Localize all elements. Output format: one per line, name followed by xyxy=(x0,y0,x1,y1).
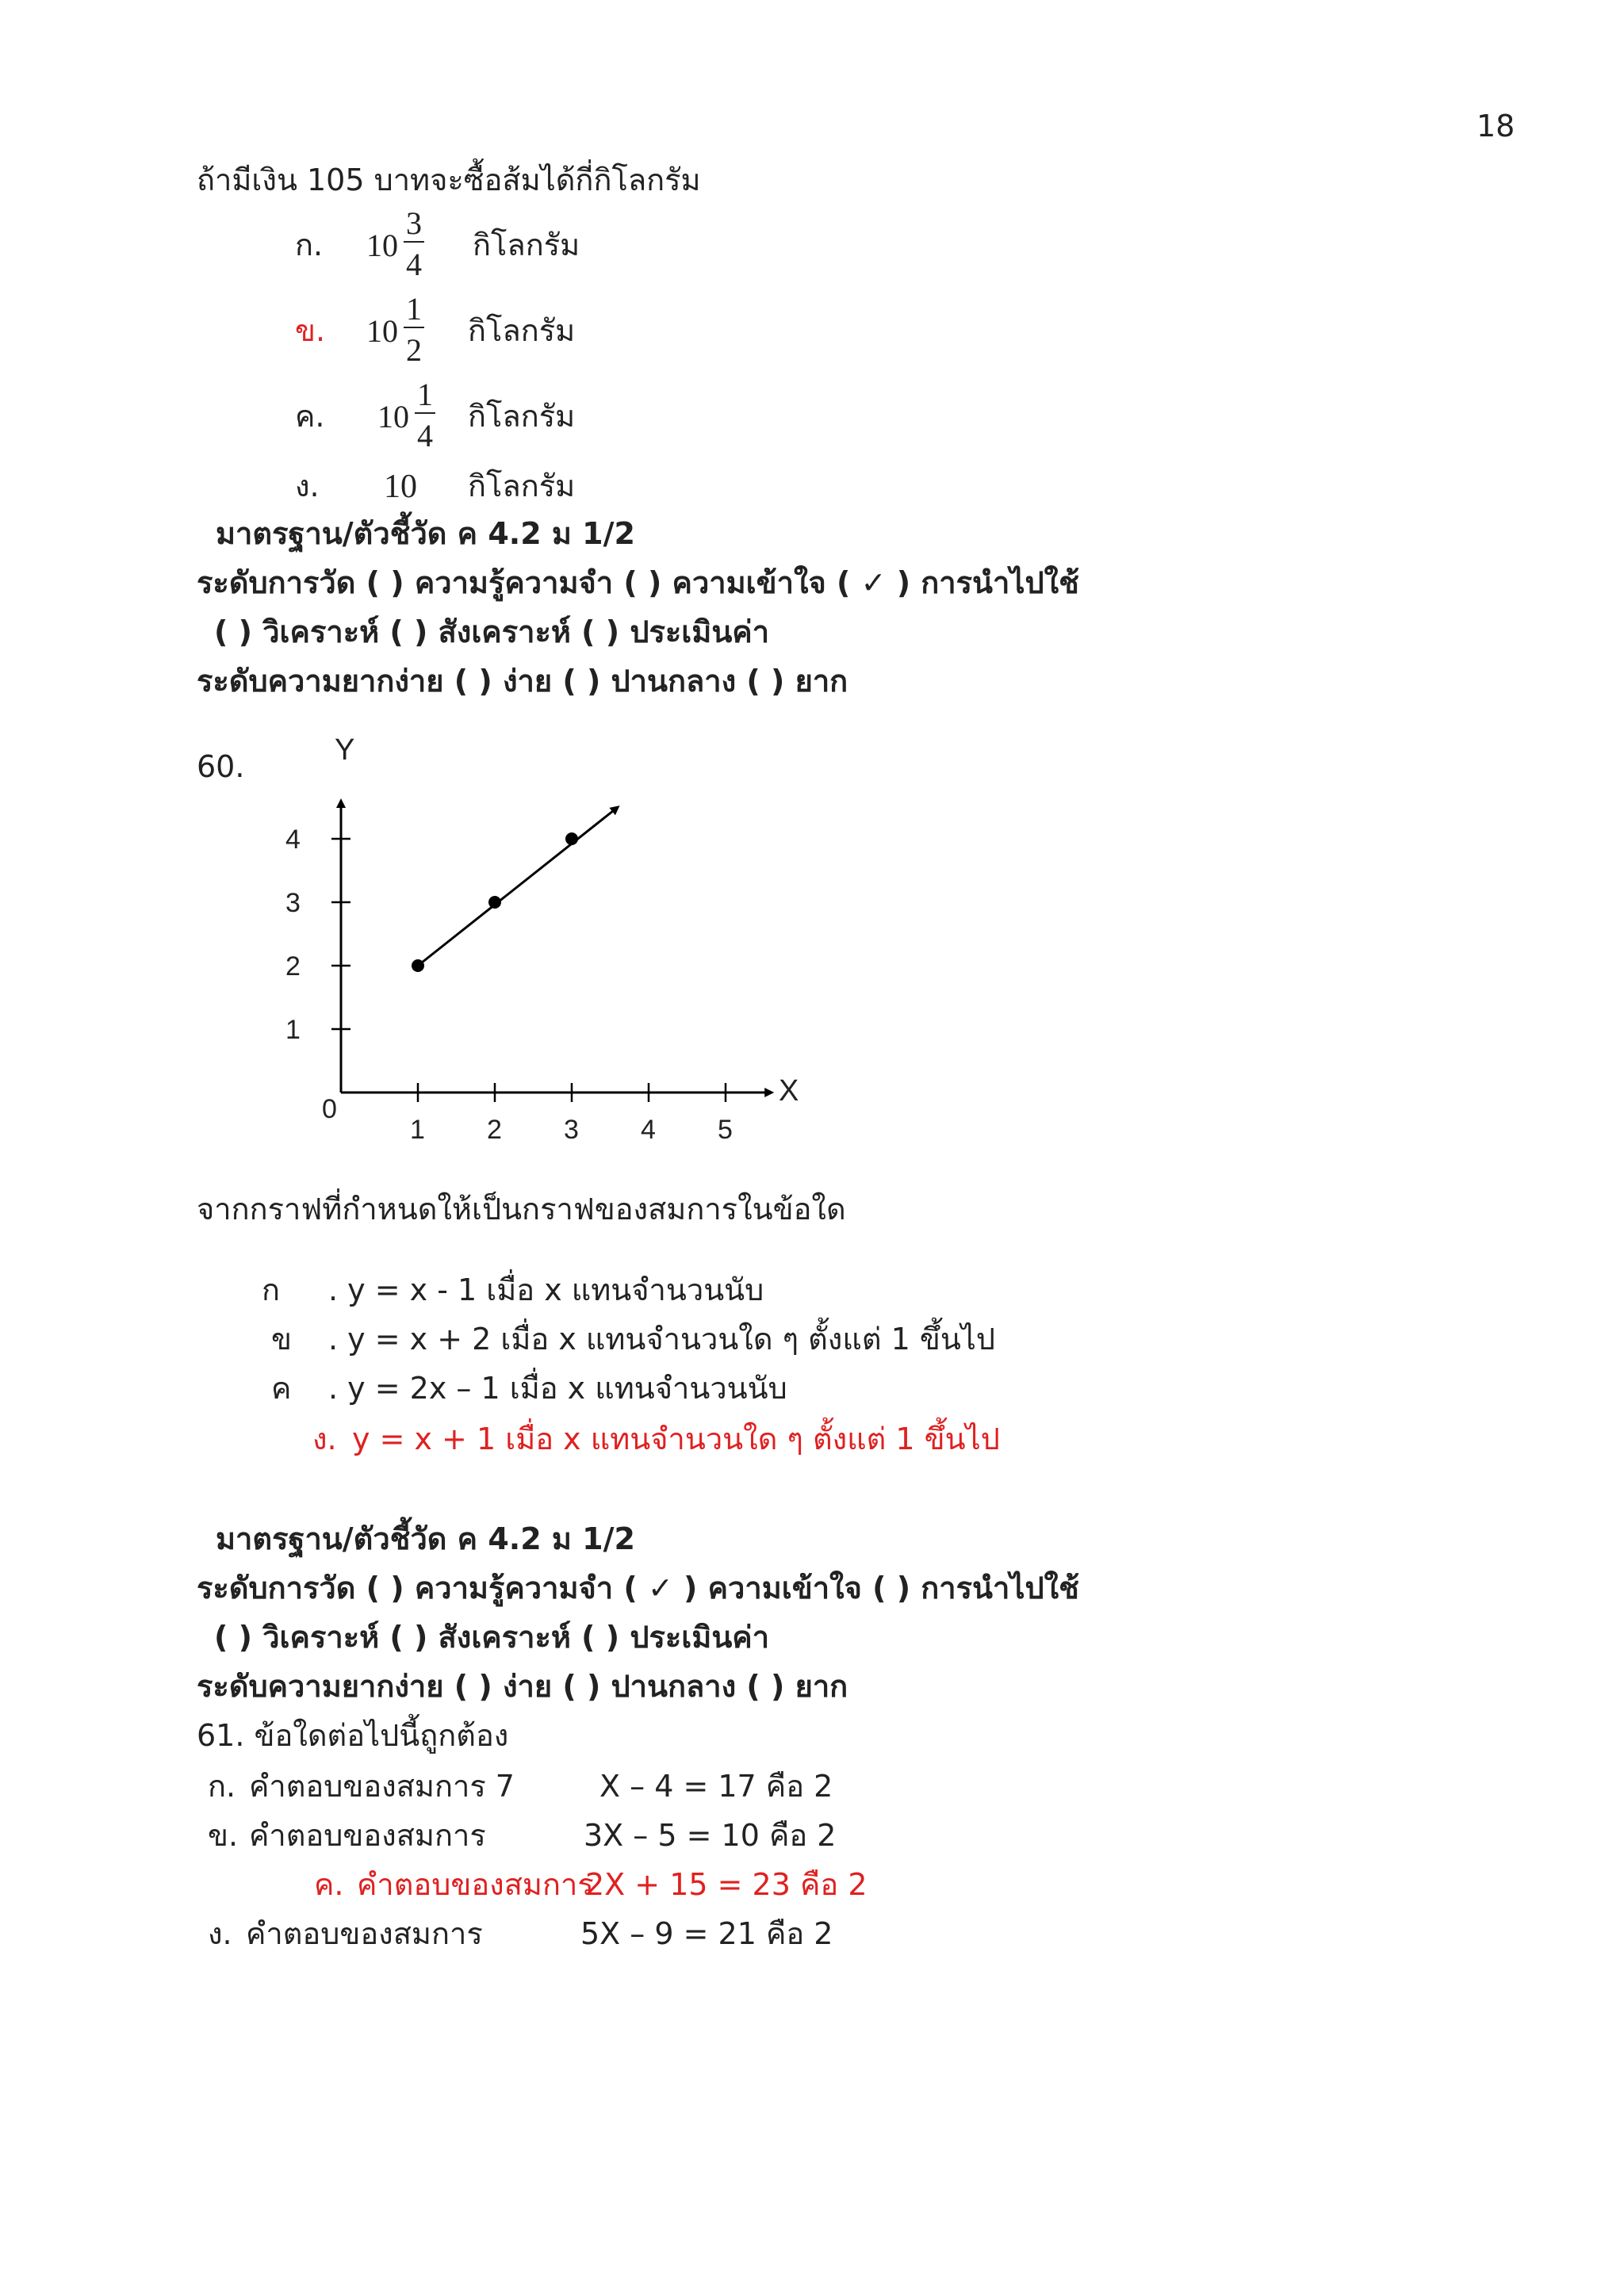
x-tick-label: 4 xyxy=(641,1115,656,1145)
q60-choice-a-text: . y = x - 1 เมื่อ x แทนจำนวนนับ xyxy=(328,1272,764,1307)
q59-choice-a-letter: ก. xyxy=(295,228,324,262)
q60-level-line2: ( ) วิเคราะห์ ( ) สังเคราะห์ ( ) ประเมินค่า xyxy=(214,1620,770,1655)
q59-level-line1: ระดับการวัด ( ) ความรู้ความจำ ( ) ความเข้าใจ ( ✓ ) การนำไปใช้ xyxy=(197,565,1079,600)
numerator: 3 xyxy=(406,205,422,241)
q61-choice-c-text: คำตอบของสมการ xyxy=(357,1867,594,1902)
q61-choice-d-equation: 5X – 9 = 21 คือ 2 xyxy=(580,1916,833,1951)
data-line xyxy=(418,807,618,966)
denominator: 4 xyxy=(406,247,422,282)
x-tick-label: 3 xyxy=(564,1115,579,1145)
q59-choice-b-unit: กิโลกรัม xyxy=(468,313,576,348)
q60-choice-b-text: . y = x + 2 เมื่อ x แทนจำนวนใด ๆ ตั้งแต่ 1 ขึ้นไป xyxy=(328,1322,996,1357)
y-tick-label: 2 xyxy=(285,951,301,982)
denominator: 4 xyxy=(417,418,433,453)
q59-choice-d-letter: ง. xyxy=(295,469,320,503)
q61-choice-d-text: คำตอบของสมการ xyxy=(246,1916,483,1951)
q60-choice-c-letter: ค xyxy=(271,1371,292,1406)
q59-choice-d-value: 10 xyxy=(384,469,417,505)
q61-choice-d-letter: ง. xyxy=(208,1916,232,1951)
q60-choice-d-letter: ง. xyxy=(312,1422,337,1456)
q59-choice-c-unit: กิโลกรัม xyxy=(468,399,576,434)
origin-label: 0 xyxy=(322,1094,337,1124)
q59-difficulty: ระดับความยากง่าย ( ) ง่าย ( ) ปานกลาง ( ) ยาก xyxy=(197,664,848,698)
fraction-bar xyxy=(404,241,424,243)
data-point xyxy=(412,959,424,972)
ticks xyxy=(285,825,733,1145)
numerator: 1 xyxy=(406,291,422,327)
q59-choice-c-fraction xyxy=(377,379,441,458)
q61-question: 61. ข้อใดต่อไปนี้ถูกต้อง xyxy=(197,1718,509,1753)
q60-choice-c-text: . y = 2x – 1 เมื่อ x แทนจำนวนนับ xyxy=(328,1371,787,1406)
page-number: 18 xyxy=(1477,109,1515,144)
q60-number: 60. xyxy=(197,749,245,784)
q61-choice-a-equation: X – 4 = 17 คือ 2 xyxy=(599,1769,833,1804)
q61-choice-c-letter: ค. xyxy=(314,1867,344,1902)
q61-choice-b-equation: 3X – 5 = 10 คือ 2 xyxy=(584,1818,837,1853)
q59-choice-c-letter: ค. xyxy=(295,399,325,434)
q60-choice-d-text: y = x + 1 เมื่อ x แทนจำนวนใด ๆ ตั้งแต่ 1 ขึ้นไป xyxy=(352,1422,1000,1456)
q61-choice-a-text: คำตอบของสมการ 7 xyxy=(249,1769,515,1804)
whole: 10 xyxy=(366,313,398,349)
fraction-bar xyxy=(404,327,424,328)
data-point xyxy=(565,832,578,845)
x-tick-label: 1 xyxy=(410,1115,425,1145)
numerator: 1 xyxy=(417,377,433,412)
q59-choice-b-fraction xyxy=(366,293,430,373)
q61-choice-a-letter: ก. xyxy=(208,1769,236,1804)
y-axis-label: Y xyxy=(335,733,355,767)
q60-question: จากกราฟที่กำหนดให้เป็นกราฟของสมการในข้อใด xyxy=(197,1192,846,1226)
q60-standard: มาตรฐาน/ตัวชี้วัด ค 4.2 ม 1/2 xyxy=(216,1521,635,1556)
y-tick-label: 4 xyxy=(285,825,301,855)
y-tick-label: 1 xyxy=(285,1015,301,1045)
q59-question: ถ้ามีเงิน 105 บาทจะซื้อส้มได้กี่กิโลกรัม xyxy=(197,163,701,197)
whole: 10 xyxy=(377,399,409,434)
q61-choice-b-text: คำตอบของสมการ xyxy=(249,1818,486,1853)
fraction-bar xyxy=(415,412,435,414)
q60-graph xyxy=(262,729,896,1158)
x-tick-label: 2 xyxy=(487,1115,502,1145)
series-line xyxy=(418,807,618,966)
q60-choice-a-letter: ก xyxy=(262,1272,281,1307)
q61-choice-b-letter: ข. xyxy=(208,1818,239,1853)
q59-choice-a-unit: กิโลกรัม xyxy=(473,228,580,262)
data-point xyxy=(488,896,501,909)
q59-choice-b-letter: ข. xyxy=(295,313,326,348)
y-tick-label: 3 xyxy=(285,888,301,918)
q60-choice-b-letter: ข xyxy=(271,1322,292,1357)
q59-level-line2: ( ) วิเคราะห์ ( ) สังเคราะห์ ( ) ประเมินค่า xyxy=(214,614,770,649)
q59-standard: มาตรฐาน/ตัวชี้วัด ค 4.2 ม 1/2 xyxy=(216,516,635,551)
q59-choice-a-fraction xyxy=(366,205,430,287)
q61-choice-c-equation: 2X + 15 = 23 คือ 2 xyxy=(585,1867,868,1902)
q60-difficulty: ระดับความยากง่าย ( ) ง่าย ( ) ปานกลาง ( ) ยาก xyxy=(197,1669,848,1704)
axes xyxy=(341,801,772,1093)
q59-choice-d-unit: กิโลกรัม xyxy=(468,469,576,503)
denominator: 2 xyxy=(406,332,422,368)
whole: 10 xyxy=(366,228,398,263)
x-axis-label: X xyxy=(779,1074,799,1108)
q60-level-line1: ระดับการวัด ( ) ความรู้ความจำ ( ✓ ) ความเข้าใจ ( ) การนำไปใช้ xyxy=(197,1571,1079,1605)
x-tick-label: 5 xyxy=(718,1115,733,1145)
